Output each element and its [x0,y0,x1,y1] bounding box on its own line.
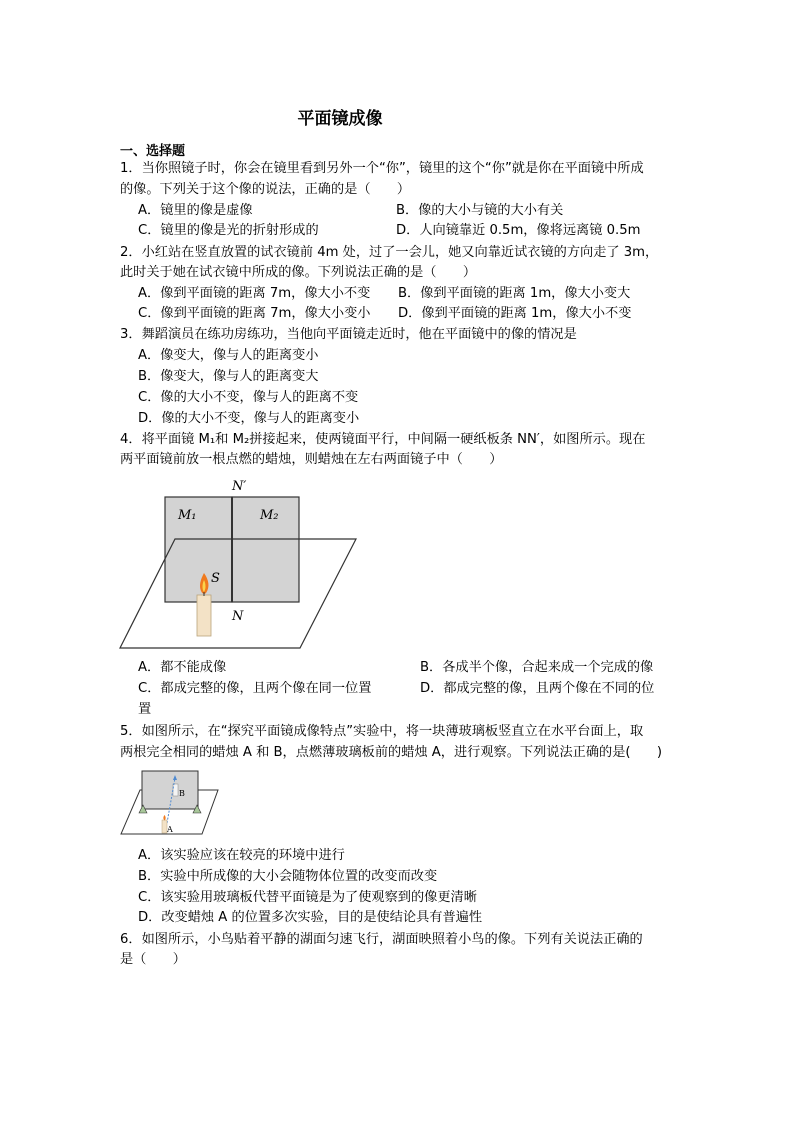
q5-stem-line2: 两根完全相同的蜡烛 A 和 B，点燃薄玻璃板前的蜡烛 A，进行观察。下列说法正确的是( ) [120,745,663,760]
q1-option-b: B．像的大小与镜的大小有关 [396,203,564,218]
glass-plate-figure [118,765,220,837]
q4-option-c: C．都成完整的像，且两个像在同一位置 [138,681,372,696]
q4-option-d-wrap: 置 [138,702,152,717]
q3-stem: 3．舞蹈演员在练功房练功，当他向平面镜走近时，他在平面镜中的像的情况是 [120,327,577,342]
q5-option-c: C．该实验用玻璃板代替平面镜是为了使观察到的像更清晰 [138,890,477,905]
q4-option-a: A．都不能成像 [138,660,227,675]
q1-option-a: A．镜里的像是虚像 [138,203,253,218]
q3-option-b: B．像变大，像与人的距离变大 [138,369,319,384]
q6-stem-line2: 是（ ） [120,952,186,967]
q2-option-b: B．像到平面镜的距离 1m，像大小变大 [398,286,631,301]
q4-option-b: B．各成半个像，合起来成一个完成的像 [420,660,654,675]
candle-b [173,784,178,796]
q1-option-d: D．人向镜靠近 0.5m，像将远离镜 0.5m [396,223,641,238]
label-m1: M₁ [178,508,197,523]
q4-stem-line1: 4．将平面镜 M₁和 M₂拼接起来，使两镜面平行，中间隔一硬纸板条 NN′，如图所示。现在 [120,432,646,447]
q4-stem-line2: 两平面镜前放一根点燃的蜡烛，则蜡烛在左右两面镜子中（ ） [120,452,503,467]
q5-stem-line1: 5．如图所示，在“探究平面镜成像特点”实验中，将一块薄玻璃板竖直立在水平台面上，取 [120,724,644,739]
label-b: B [179,789,185,798]
label-a: A [167,825,173,834]
q6-stem-line1: 6．如图所示，小鸟贴着平静的湖面匀速飞行，湖面映照着小鸟的像。下列有关说法正确的 [120,932,643,947]
page-title: 平面镜成像 [297,109,383,129]
q5-option-d: D．改变蜡烛 A 的位置多次实验，目的是使结论具有普遍性 [138,910,483,925]
q2-stem-line2: 此时关于她在试衣镜中所成的像。下列说法正确的是（ ） [120,265,477,280]
q2-option-a: A．像到平面镜的距离 7m，像大小不变 [138,286,371,301]
glass-plate [142,771,198,809]
q4-option-d: D．都成完整的像，且两个像在不同的位 [420,681,655,696]
mirror-m1 [165,497,232,602]
q1-stem-line1: 1．当你照镜子时，你会在镜里看到另外一个“你”，镜里的这个“你”就是你在平面镜中所成 [120,161,644,176]
label-n-prime: N′ [232,479,247,494]
q2-option-c: C．像到平面镜的距离 7m，像大小变小 [138,306,371,321]
q1-stem-line2: 的像。下列关于这个像的说法，正确的是（ ） [120,182,411,197]
label-s: S [211,571,220,586]
label-m2: M₂ [260,508,279,523]
candle [197,595,211,636]
q5-option-a: A．该实验应该在较亮的环境中进行 [138,848,345,863]
section-heading: 一、选择题 [120,144,186,159]
q1-option-c: C．镜里的像是光的折射形成的 [138,223,319,238]
q3-option-c: C．像的大小不变，像与人的距离不变 [138,390,359,405]
candle-a-flame [163,815,165,821]
q2-option-d: D．像到平面镜的距离 1m，像大小不变 [398,306,632,321]
q2-stem-line1: 2．小红站在竖直放置的试衣镜前 4m 处，过了一会儿，她又向靠近试衣镜的方向走了 3m， [120,245,659,260]
q3-option-d: D．像的大小不变，像与人的距离变小 [138,411,360,426]
mirror-candle-figure [110,472,370,657]
q3-option-a: A．像变大，像与人的距离变小 [138,348,319,363]
q5-option-b: B．实验中所成像的大小会随物体位置的改变而改变 [138,869,438,884]
label-n: N [232,609,244,624]
